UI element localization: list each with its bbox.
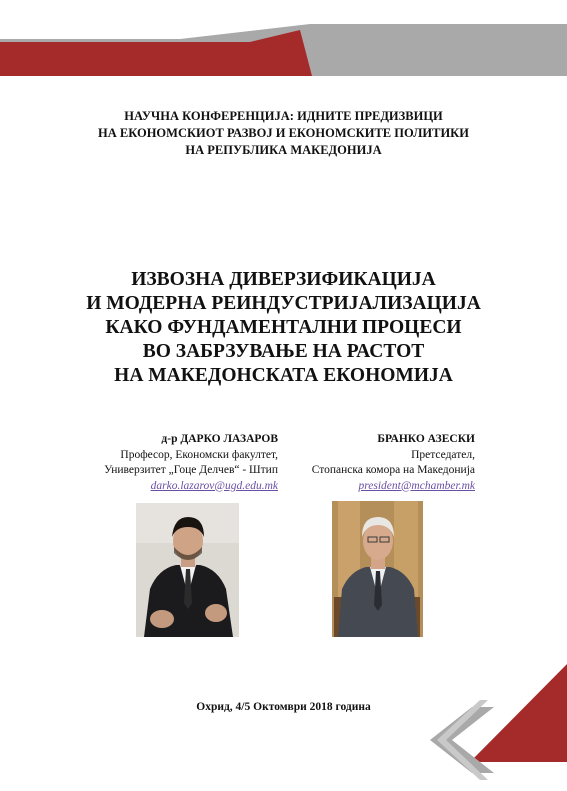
author-block-lazarov — [68, 432, 278, 494]
conference-title-line: НАУЧНА КОНФЕРЕНЦИЈА: ИДНИТЕ ПРЕДИЗВИЦИ — [124, 109, 443, 123]
paper-title — [40, 268, 527, 388]
author-email-link[interactable]: darko.lazarov@ugd.edu.mk — [150, 479, 278, 492]
author-role: Претседател, — [411, 448, 475, 461]
author-name: д-р ДАРКО ЛАЗАРОВ — [161, 433, 278, 445]
conference-title-line: НА ЕКОНОМСКИОТ РАЗВОЈ И ЕКОНОМСКИТЕ ПОЛИТИКИ — [98, 126, 469, 140]
author-block-azeski — [300, 432, 475, 494]
author-role: Професор, Економски факултет, — [120, 448, 278, 461]
place-and-date: Охрид, 4/5 Октомври 2018 година — [196, 701, 371, 713]
author-affiliation: Стопанска комора на Македонија — [311, 464, 475, 476]
paper-title-line: НА МАКЕДОНСКАТА ЕКОНОМИЈА — [114, 365, 453, 386]
portrait-illustration — [332, 501, 423, 637]
paper-title-line: ВО ЗАБРЗУВАЊЕ НА РАСТОТ — [142, 341, 425, 362]
author-name: БРАНКО АЗЕСКИ — [377, 433, 475, 445]
author-photo-lazarov — [136, 503, 239, 637]
conference-title — [60, 108, 507, 159]
author-affiliation: Универзитет „Гоце Делчев“ - Штип — [104, 464, 278, 476]
paper-title-line: ИЗВОЗНА ДИВЕРЗИФИКАЦИЈА — [131, 269, 436, 290]
paper-title-line: КАКО ФУНДАМЕНТАЛНИ ПРОЦЕСИ — [105, 317, 462, 338]
author-email-link[interactable]: president@mchamber.mk — [358, 479, 475, 492]
conference-title-line: НА РЕПУБЛИКА МАКЕДОНИЈА — [185, 143, 382, 157]
paper-title-line: И МОДЕРНА РЕИНДУСТРИЈАЛИЗАЦИЈА — [86, 293, 481, 314]
portrait-illustration — [136, 503, 239, 637]
author-photo-azeski — [332, 501, 423, 637]
